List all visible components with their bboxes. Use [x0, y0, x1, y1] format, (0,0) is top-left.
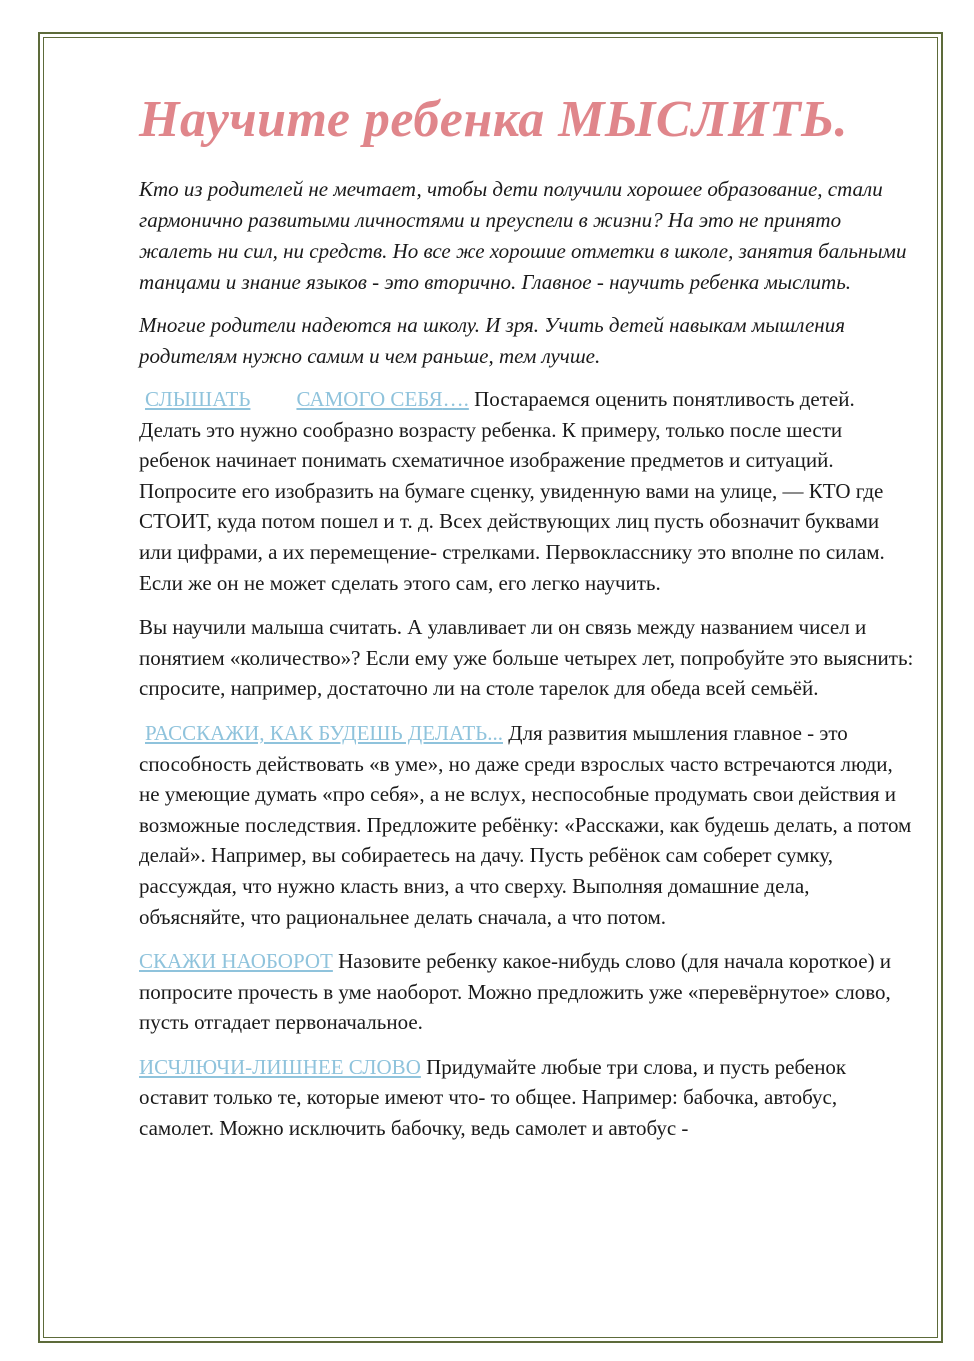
section-counting [139, 612, 914, 704]
section-say-reverse [139, 946, 914, 1038]
section-text: Для развития мышления главное - это способность действовать «в уме», но даже среди взрослых часто встречаются люди, не умеющие думать «про себя», а не вслух, неспособные продумать свои действия и возможные последствия. Предложите ребёнку: «Расскажи, как будешь делать, а потом делай». Например, вы собираетесь на дачу. Пусть ребёнок сам соберет сумку, рассуждая, что нужно класть вниз, а что сверху. Выполняя домашние дела, объясняйте, что рациональнее делать сначала, а что потом. [139, 720, 912, 929]
section-text: Постараемся оценить понятливость детей. Делать это нужно сообразно возрасту ребенка. К примеру, только после шести ребенок начинает понимать схематичное изображение предметов и ситуаций. Попросите его изобразить на бумаге сценку, увиденную вами на улице, — КТО где СТОИТ, куда потом пошел и т. д. Всех действующих лиц пусть обозначит буквами или цифрами, а их перемещение- стрелками. Первокласснику это вполне по силам. Если же он не может сделать этого сам, его легко научить. [139, 387, 885, 595]
intro-paragraph-1: Кто из родителей не мечтает, чтобы дети получили хорошее образование, стали гармонично развитыми личностями и преуспели в жизни? На это не принято жалеть ни сил, ни средств. Но все же хорошие отметки в школе, занятия бальными танцами и знание языков - это вторично. Главное - научить ребенка мыслить. [139, 177, 907, 294]
section-heading-exclude-word[interactable]: ИСЧЛЮЧИ-ЛИШНЕЕ СЛОВО [139, 1054, 421, 1079]
article-title: Научите ребенка МЫСЛИТЬ. [139, 91, 849, 148]
section-heading-ellipsis: …. [442, 387, 469, 411]
section-heading-listen[interactable]: СЛЫШАТЬ САМОГО СЕБЯ [145, 387, 443, 411]
article [139, 80, 914, 1158]
section-text: Назовите ребенку какое-нибудь слово (для начала короткое) и попросите прочесть в уме наоборот. Можно предложить уже «перевёрнутое» слово, пусть отгадает первоначальное. [139, 949, 892, 1035]
section-tell-how [139, 718, 914, 932]
section-text: Придумайте любые три слова, и пусть ребенок оставит только те, которые имеют что- то общее. Например: бабочка, автобус, самолет. Можно исключить бабочку, ведь самолет и автобус - [139, 1054, 847, 1141]
section-listen-to-yourself [139, 384, 914, 598]
section-heading-tell-how[interactable]: РАССКАЖИ, КАК БУДЕШЬ ДЕЛАТЬ... [145, 720, 503, 745]
section-text: Вы научили малыша считать. А улавливает ли он связь между названием чисел и понятием «количество»? Если ему уже больше четырех лет, попробуйте это выяснить: спросите, например, достаточно ли на столе тарелок для обеда всей семьёй. [139, 615, 914, 701]
intro-paragraph-2: Многие родители надеются на школу. И зря. Учить детей навыкам мышления родителям нужно самим и чем раньше, тем лучше. [139, 313, 845, 368]
section-heading-say-reverse[interactable]: СКАЖИ НАОБОРОТ [139, 949, 333, 974]
section-exclude-word [139, 1052, 914, 1144]
